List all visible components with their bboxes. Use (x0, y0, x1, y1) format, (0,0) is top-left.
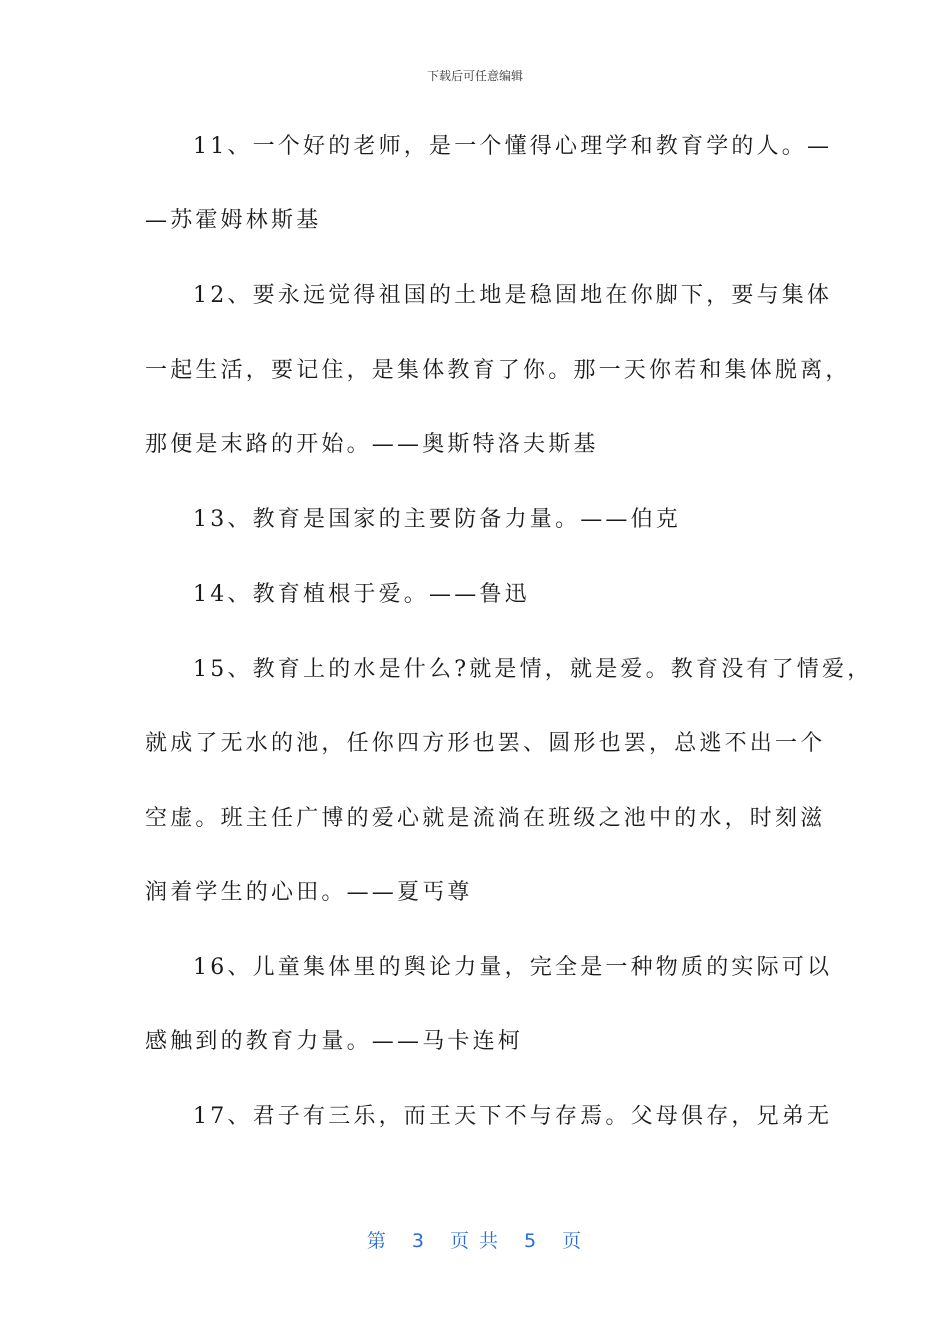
footer-middle: 页 共 (449, 1230, 501, 1252)
paragraph-line: 润着学生的心田。——夏丐尊 (145, 880, 473, 905)
current-page-number: 3 (411, 1230, 426, 1252)
page-footer (0, 1226, 950, 1253)
paragraph-line: 就成了无水的池，任你四方形也罢、圆形也罢，总逃不出一个 (145, 731, 826, 756)
footer-suffix: 页 (562, 1230, 584, 1252)
paragraph-line: 那便是末路的开始。——奥斯特洛夫斯基 (145, 432, 599, 457)
paragraph-line: 15、教育上的水是什么?就是情，就是爱。教育没有了情爱， (193, 657, 873, 682)
paragraph-line: —苏霍姆林斯基 (145, 208, 322, 233)
paragraph-line: 13、教育是国家的主要防备力量。——伯克 (193, 507, 681, 532)
paragraph-line: 17、君子有三乐，而王天下不与存焉。父母俱存，兄弟无 (193, 1104, 833, 1129)
total-pages-number: 5 (524, 1230, 539, 1252)
page-header: 下载后可任意编辑 (426, 69, 523, 83)
paragraph-line: 空虚。班主任广博的爱心就是流淌在班级之池中的水，时刻滋 (145, 806, 826, 831)
paragraph-line: 14、教育植根于爱。——鲁迅 (193, 582, 530, 607)
paragraph-line: 感触到的教育力量。——马卡连柯 (145, 1029, 524, 1054)
paragraph-line: 12、要永远觉得祖国的土地是稳固地在你脚下，要与集体 (193, 283, 833, 308)
paragraph-line: 11、一个好的老师，是一个懂得心理学和教育学的人。— (193, 134, 833, 159)
paragraph-line: 一起生活，要记住，是集体教育了你。那一天你若和集体脱离， (145, 358, 851, 383)
paragraph-line: 16、儿童集体里的舆论力量，完全是一种物质的实际可以 (193, 955, 833, 980)
footer-prefix: 第 (366, 1230, 388, 1252)
